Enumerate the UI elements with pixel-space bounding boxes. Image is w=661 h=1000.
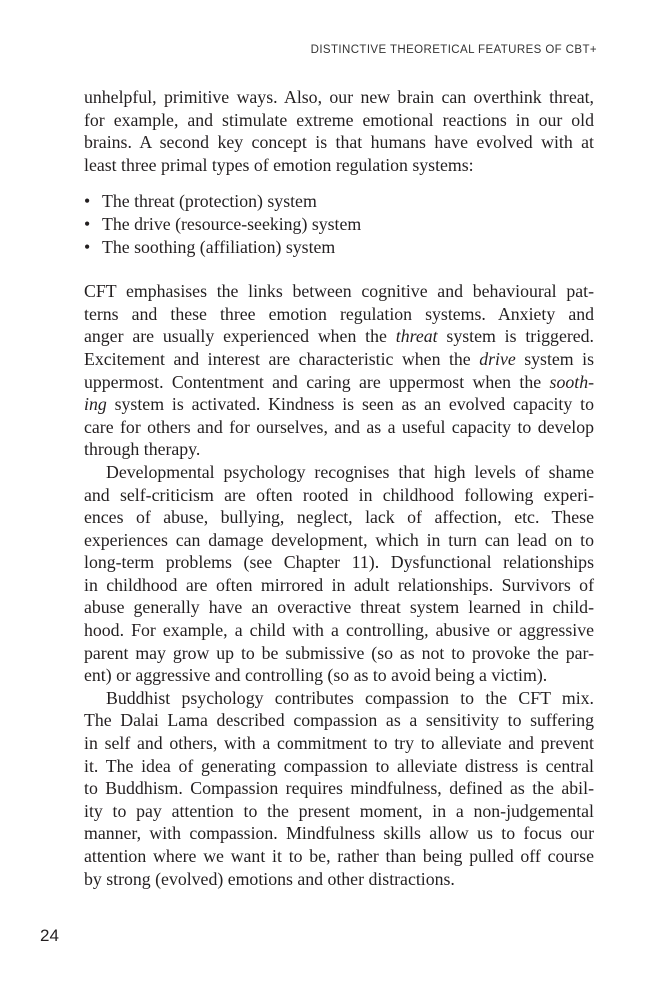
text-line: parent may grow up to be submissive (so as not to provoke the par- xyxy=(84,642,594,663)
text-line: CFT emphasises the links between cognitive and behavioural pat- xyxy=(84,281,594,302)
text-line: Buddhist psychology contributes compassion to the CFT mix. xyxy=(106,687,594,708)
text-line: long-term problems (see Chapter 11). Dysfunctional relationships xyxy=(84,552,594,573)
bullet-icon: • xyxy=(84,236,91,257)
text-line: experiences can damage development, which in turn can lead on to xyxy=(84,529,594,550)
text-line: ity to pay attention to the present moment, in a non-judgemental xyxy=(84,800,594,821)
text-line: terns and these three emotion regulation systems. Anxiety and xyxy=(84,303,594,324)
text-line: in childhood are often mirrored in adult relationships. Survivors of xyxy=(84,574,594,595)
text-line: least three primal types of emotion regulation systems: xyxy=(84,154,474,175)
list-item-text: The soothing (affiliation) system xyxy=(102,236,336,257)
text-line: manner, with compassion. Mindfulness skills allow us to focus our xyxy=(84,823,594,844)
emphasis-drive: drive xyxy=(479,348,516,369)
text-line: ent) or aggressive and controlling (so as to avoid being a victim). xyxy=(84,665,548,686)
paragraph-2 xyxy=(84,280,594,461)
list-item xyxy=(84,190,594,213)
list-item xyxy=(84,213,594,236)
text-line: brains. A second key concept is that humans have evolved with at xyxy=(84,132,594,153)
text-line: and self-criticism are often rooted in childhood following experi- xyxy=(84,484,594,505)
text-line: unhelpful, primitive ways. Also, our new brain can overthink threat, xyxy=(84,87,594,107)
text-line: attention where we want it to be, rather than being pulled off course xyxy=(84,846,594,866)
paragraph-4 xyxy=(84,687,594,890)
text-line: abuse generally have an overactive threat system learned in child- xyxy=(84,597,594,618)
text-line: through therapy. xyxy=(84,439,201,460)
text-line: Excitement and interest are characteristic when the drive system is xyxy=(84,348,594,369)
emphasis-soothing-cont: ing xyxy=(84,394,107,415)
text-line: hood. For example, a child with a controlling, abusive or aggressive xyxy=(84,620,594,641)
text-line: uppermost. Contentment and caring are uppermost when the sooth- xyxy=(84,371,594,392)
text-line: in self and others, with a commitment to try to alleviate and prevent xyxy=(84,733,594,754)
text-line: care for others and for ourselves, and as a useful capacity to develop xyxy=(84,416,594,437)
text-line: anger are usually experienced when the threat system is triggered. xyxy=(84,326,594,347)
text-line: to Buddhism. Compassion requires mindfulness, defined as the abil- xyxy=(84,778,594,799)
paragraph-1 xyxy=(84,86,594,176)
list-item-text: The threat (protection) system xyxy=(102,191,317,212)
emphasis-threat: threat xyxy=(395,326,438,347)
page-number: 24 xyxy=(40,926,59,945)
emotion-systems-list xyxy=(84,190,594,258)
body-text xyxy=(84,86,594,890)
text-line: it. The idea of generating compassion to alleviate distress is central xyxy=(84,755,594,776)
text-line: ences of abuse, bullying, neglect, lack of affection, etc. These xyxy=(84,507,594,528)
list-item xyxy=(84,236,594,259)
text-line: by strong (evolved) emotions and other distractions. xyxy=(84,868,455,889)
running-head: DISTINCTIVE THEORETICAL FEATURES OF CBT+ xyxy=(310,44,597,56)
bullet-icon: • xyxy=(84,191,91,212)
emphasis-soothing: sooth- xyxy=(549,371,594,392)
text-line: The Dalai Lama described compassion as a sensitivity to suffering xyxy=(84,710,594,731)
text-line: ing system is activated. Kindness is seen as an evolved capacity to xyxy=(84,394,594,415)
bullet-icon: • xyxy=(84,213,91,234)
list-item-text: The drive (resource-seeking) system xyxy=(102,213,362,234)
paragraph-3 xyxy=(84,461,594,687)
text-line: Developmental psychology recognises that high levels of shame xyxy=(106,461,594,482)
text-line: for example, and stimulate extreme emotional reactions in our old xyxy=(84,109,594,130)
